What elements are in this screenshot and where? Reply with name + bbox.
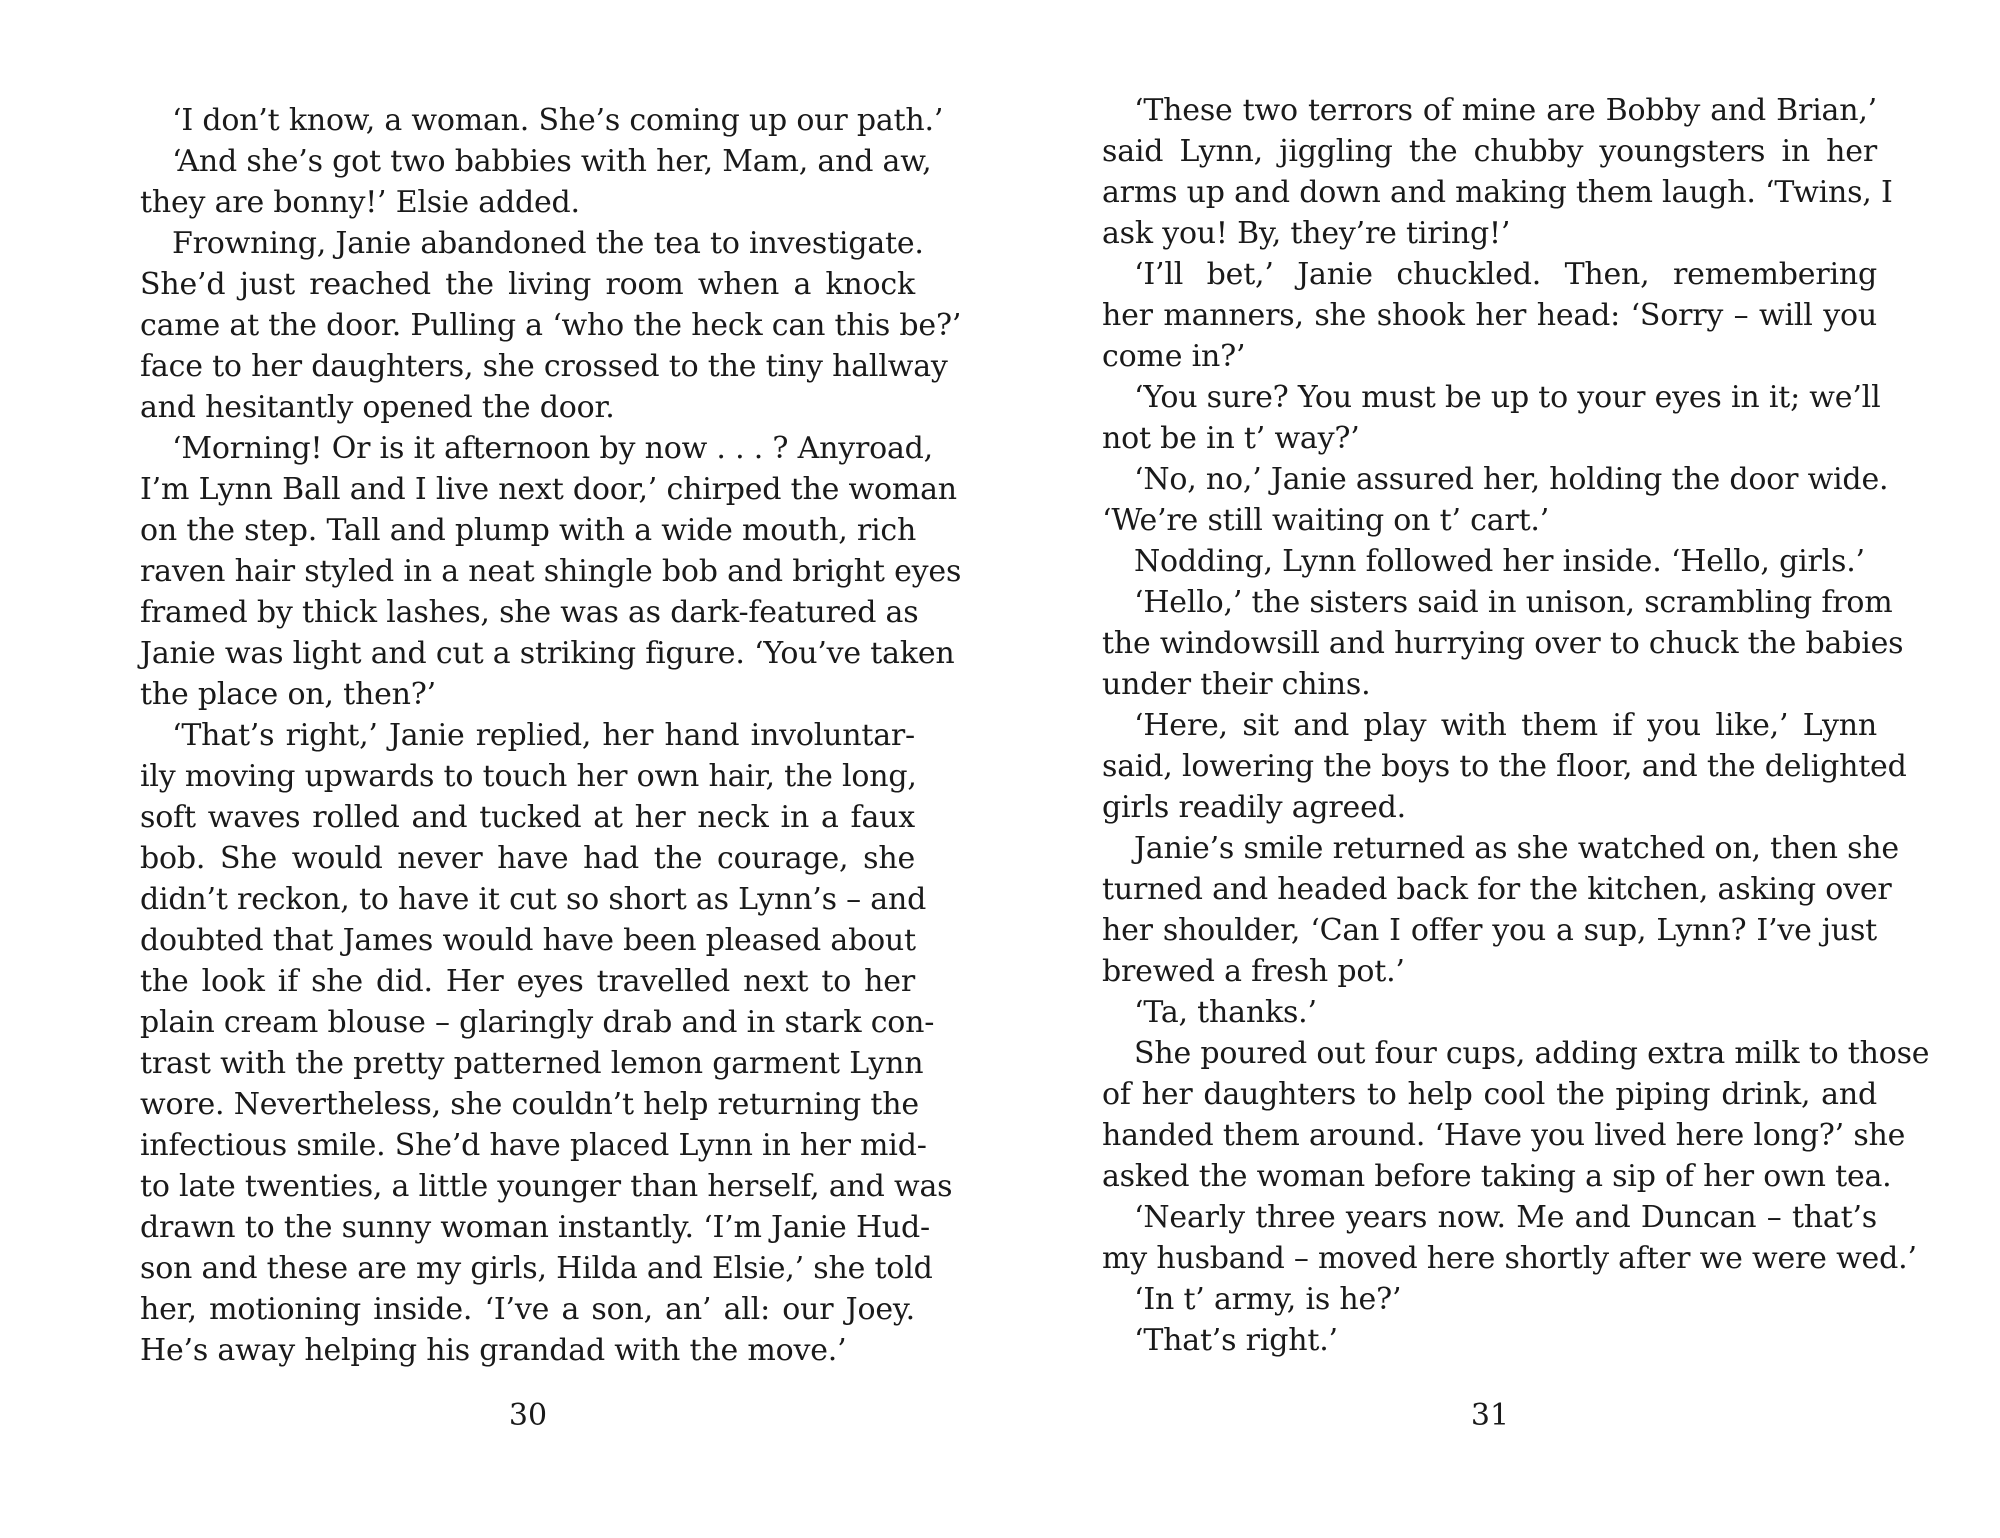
- text-line: ily moving upwards to touch her own hair, the long,: [140, 759, 917, 794]
- text-line: plain cream blouse – glaringly drab and in stark con-: [140, 1005, 935, 1040]
- text-line: came at the door. Pulling a ‘who the heck can this be?’: [140, 308, 962, 343]
- text-line: trast with the pretty patterned lemon garment Lynn: [140, 1046, 924, 1081]
- text-line: doubted that James would have been pleased about: [140, 923, 916, 958]
- text-line: said, lowering the boys to the floor, and the delighted: [1102, 749, 1907, 784]
- text-line: my husband – moved here shortly after we were wed.’: [1102, 1241, 1917, 1276]
- text-line: her shoulder, ‘Can I offer you a sup, Lynn? I’ve just: [1102, 913, 1877, 948]
- text-line: to late twenties, a little younger than herself, and was: [140, 1169, 953, 1204]
- text-line: wore. Nevertheless, she couldn’t help returning the: [140, 1087, 919, 1122]
- text-line: son and these are my girls, Hilda and Elsie,’ she told: [140, 1251, 933, 1286]
- text-line: of her daughters to help cool the piping drink, and: [1102, 1077, 1877, 1112]
- text-line: the look if she did. Her eyes travelled next to her: [140, 964, 915, 999]
- text-line: brewed a fresh pot.’: [1102, 954, 1405, 989]
- text-line: ‘I don’t know, a woman. She’s coming up our path.’: [172, 103, 944, 138]
- text-line: drawn to the sunny woman instantly. ‘I’m Janie Hud-: [140, 1210, 930, 1245]
- text-line: Janie’s smile returned as she watched on, then she: [1134, 831, 1899, 866]
- right-page: [1000, 0, 2000, 1538]
- text-line: She’d just reached the living room when a knock: [140, 267, 915, 302]
- text-line: the windowsill and hurrying over to chuck the babies: [1102, 626, 1904, 661]
- page-number: 30: [508, 1398, 548, 1433]
- text-line: the place on, then?’: [140, 677, 436, 712]
- text-line: ‘I’ll bet,’ Janie chuckled. Then, remembering: [1134, 257, 1877, 292]
- text-line: Janie was light and cut a striking figure. ‘You’ve taken: [140, 636, 955, 671]
- text-line: come in?’: [1102, 339, 1246, 374]
- text-line: arms up and down and making them laugh. ‘Twins, I: [1102, 175, 1893, 210]
- left-page-text: [140, 100, 962, 1371]
- text-line: ‘And she’s got two babbies with her, Mam, and aw,: [172, 144, 932, 179]
- text-line: ‘Here, sit and play with them if you like,’ Lynn: [1134, 708, 1877, 743]
- text-line: Frowning, Janie abandoned the tea to investigate.: [172, 226, 924, 261]
- text-line: and hesitantly opened the door.: [140, 390, 615, 425]
- right-page-text: [1102, 90, 1930, 1361]
- text-line: on the step. Tall and plump with a wide mouth, rich: [140, 513, 917, 548]
- text-line: turned and headed back for the kitchen, asking over: [1102, 872, 1892, 907]
- text-line: ‘Morning! Or is it afternoon by now . . . ? Anyroad,: [172, 431, 934, 466]
- page-number: 31: [1470, 1398, 1510, 1433]
- text-line: ‘In t’ army, is he?’: [1134, 1282, 1402, 1317]
- text-line: raven hair styled in a neat shingle bob and bright eyes: [140, 554, 962, 589]
- text-line: ‘You sure? You must be up to your eyes in it; we’ll: [1134, 380, 1881, 415]
- text-line: said Lynn, jiggling the chubby youngsters in her: [1102, 134, 1877, 169]
- text-line: ‘Hello,’ the sisters said in unison, scrambling from: [1134, 585, 1893, 620]
- text-line: ‘These two terrors of mine are Bobby and Brian,’: [1134, 93, 1877, 128]
- text-line: framed by thick lashes, she was as dark-featured as: [140, 595, 919, 630]
- text-line: She poured out four cups, adding extra milk to those: [1134, 1036, 1930, 1071]
- text-line: under their chins.: [1102, 667, 1371, 702]
- text-line: Nodding, Lynn followed her inside. ‘Hello, girls.’: [1134, 544, 1865, 579]
- text-line: ‘That’s right,’ Janie replied, her hand involuntar-: [172, 718, 915, 753]
- text-line: her, motioning inside. ‘I’ve a son, an’ all: our Joey.: [140, 1292, 915, 1327]
- text-line: ‘We’re still waiting on t’ cart.’: [1102, 503, 1550, 538]
- text-line: ‘Ta, thanks.’: [1134, 995, 1317, 1030]
- text-line: asked the woman before taking a sip of her own tea.: [1102, 1159, 1892, 1194]
- text-line: He’s away helping his grandad with the move.’: [140, 1333, 847, 1368]
- text-line: ‘No, no,’ Janie assured her, holding the door wide.: [1134, 462, 1889, 497]
- text-line: handed them around. ‘Have you lived here long?’ she: [1102, 1118, 1906, 1153]
- text-line: girls readily agreed.: [1102, 790, 1407, 825]
- text-line: ‘Nearly three years now. Me and Duncan – that’s: [1134, 1200, 1877, 1235]
- text-line: soft waves rolled and tucked at her neck in a faux: [140, 800, 915, 835]
- text-line: I’m Lynn Ball and I live next door,’ chirped the woman: [140, 472, 957, 507]
- text-line: didn’t reckon, to have it cut so short as Lynn’s – and: [140, 882, 927, 917]
- text-line: ‘That’s right.’: [1134, 1323, 1338, 1358]
- text-line: ask you! By, they’re tiring!’: [1102, 216, 1511, 251]
- text-line: they are bonny!’ Elsie added.: [140, 185, 580, 220]
- text-line: infectious smile. She’d have placed Lynn in her mid-: [140, 1128, 927, 1163]
- text-line: face to her daughters, she crossed to the tiny hallway: [140, 349, 948, 384]
- text-line: not be in t’ way?’: [1102, 421, 1360, 456]
- text-line: her manners, she shook her head: ‘Sorry – will you: [1102, 298, 1877, 333]
- text-line: bob. She would never have had the courage, she: [140, 841, 915, 876]
